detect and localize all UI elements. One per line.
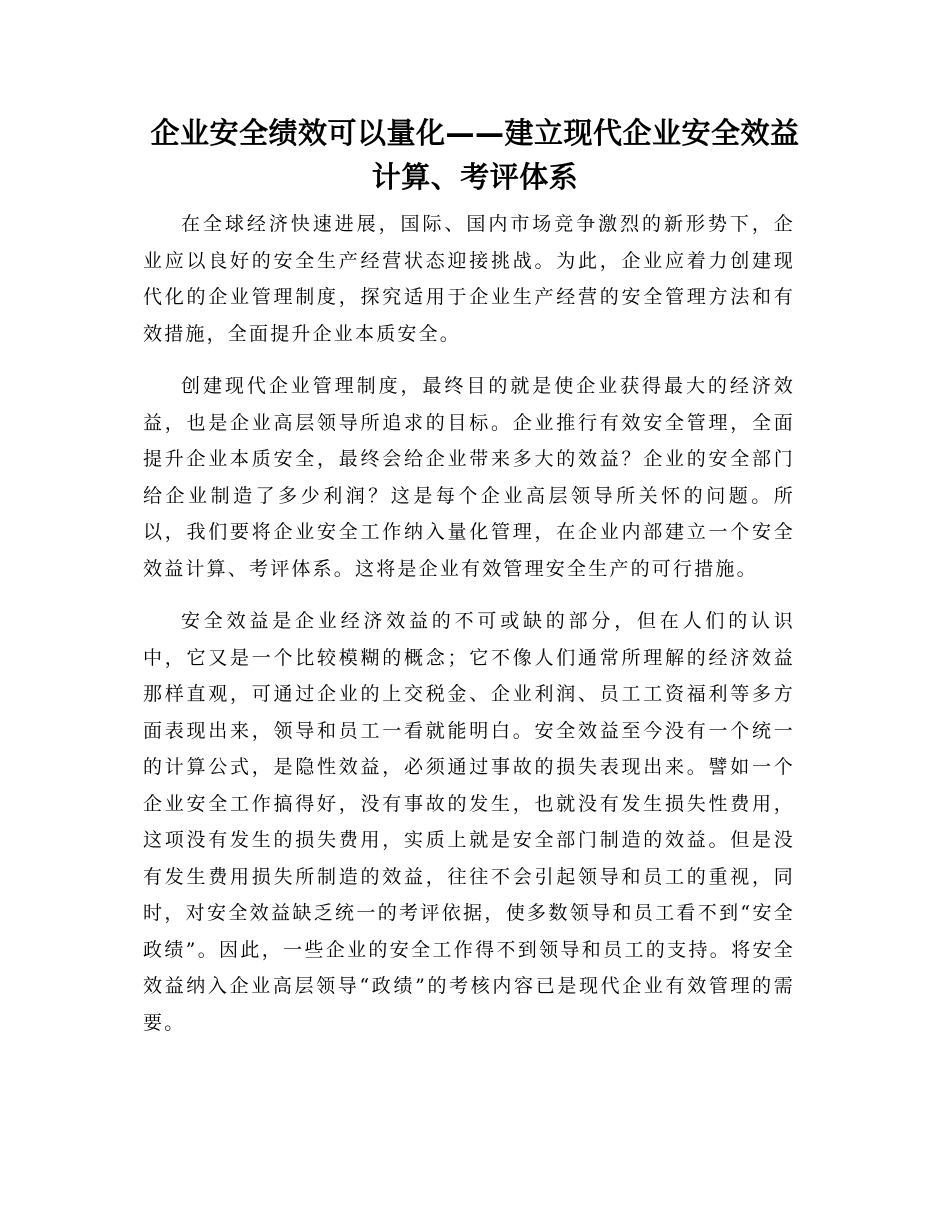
paragraph-2: 创建现代企业管理制度，最终目的就是使企业获得最大的经济效益，也是企业高层领导所追求的目标。企业推行有效安全管理，全面提升企业本质安全，最终会给企业带来多大的效益？企业的安全部门给企业制造了多少利润？这是每个企业高层领导所关怀的问题。所以，我们要将企业安全工作纳入量化管理，在企业内部建立一个安全效益计算、考评体系。这将是企业有效管理安全生产的可行措施。 [143, 375, 795, 580]
paragraph-3: 安全效益是企业经济效益的不可或缺的部分，但在人们的认识中，它又是一个比较模糊的概念；它不像人们通常所理解的经济效益那样直观，可通过企业的上交税金、企业利润、员工工资福利等多方面表现出来，领导和员工一看就能明白。安全效益至今没有一个统一的计算公式，是隐性效益，必须通过事故的损失表现出来。譬如一个企业安全工作搞得好，没有事故的发生，也就没有发生损失性费用，这项没有发生的损失费用，实质上就是安全部门制造的效益。但是没有发生费用损失所制造的效益，往往不会引起领导和员工的重视，同时，对安全效益缺乏统一的考评依据，使多数领导和员工看不到“安全政绩”。因此，一些企业的安全工作得不到领导和员工的支持。将安全效益纳入企业高层领导“政绩”的考核内容已是现代企业有效管理的需要。 [143, 610, 795, 1034]
document-body [143, 206, 795, 1057]
document-title: 企业安全绩效可以量化——建立现代企业安全效益计算、考评体系 [150, 116, 800, 194]
paragraph-1: 在全球经济快速进展，国际、国内市场竞争激烈的新形势下，企业应以良好的安全生产经营状态迎接挑战。为此，企业应着力创建现代化的企业管理制度，探究适用于企业生产经营的安全管理方法和有效措施，全面提升企业本质安全。 [143, 213, 795, 345]
